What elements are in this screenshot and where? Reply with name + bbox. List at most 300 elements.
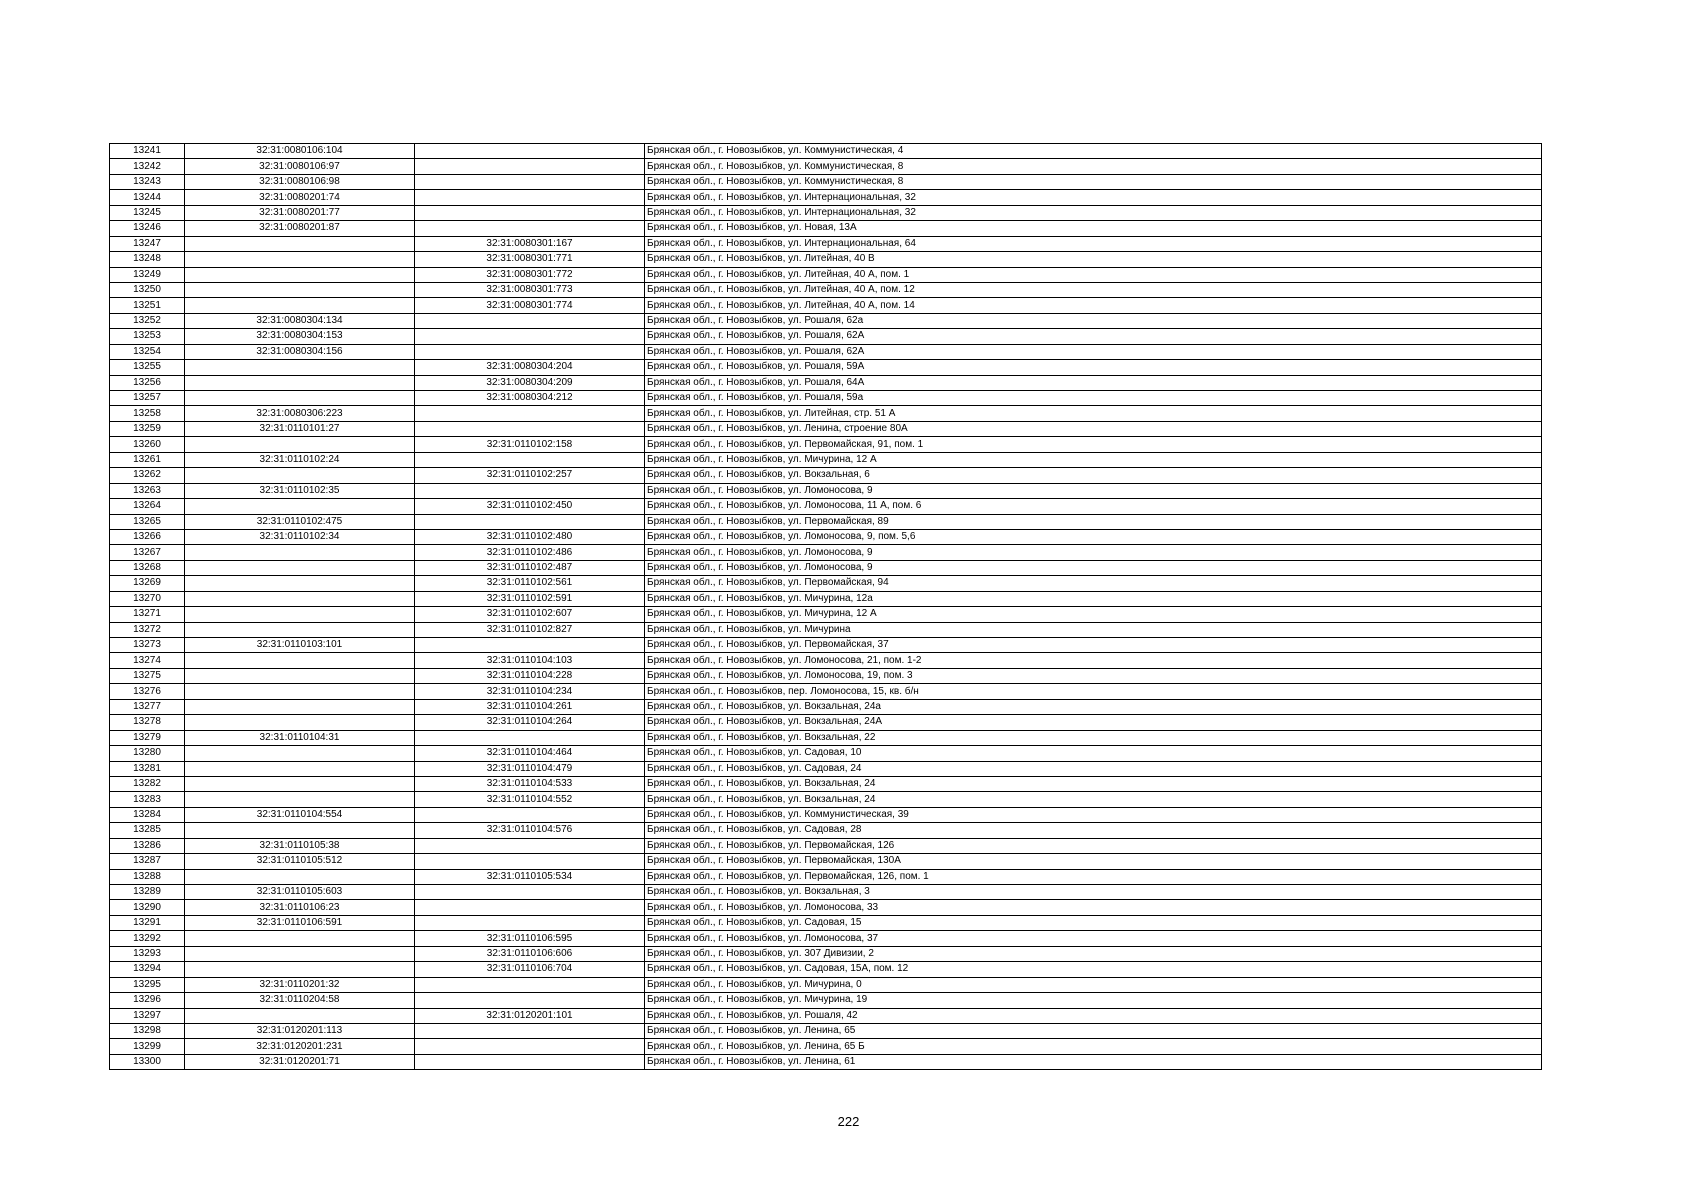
land-cadastral-number-cell: [185, 591, 415, 606]
building-cadastral-number-cell: [415, 483, 645, 498]
building-cadastral-number-cell: [415, 1054, 645, 1069]
address-cell: Брянская обл., г. Новозыбков, ул. Мичурина: [645, 622, 1542, 637]
row-number-cell: 13257: [110, 391, 185, 406]
address-cell: Брянская обл., г. Новозыбков, ул. Первомайская, 130А: [645, 854, 1542, 869]
row-number-cell: 13275: [110, 668, 185, 683]
table-row: [110, 221, 1542, 236]
table-row: [110, 437, 1542, 452]
building-cadastral-number-cell: 32:31:0110104:264: [415, 715, 645, 730]
address-cell: Брянская обл., г. Новозыбков, ул. Литейная, 40 А, пом. 1: [645, 267, 1542, 282]
row-number-cell: 13261: [110, 452, 185, 467]
building-cadastral-number-cell: 32:31:0110104:533: [415, 776, 645, 791]
address-cell: Брянская обл., г. Новозыбков, ул. Рошаля, 62А: [645, 344, 1542, 359]
land-cadastral-number-cell: [185, 360, 415, 375]
address-cell: Брянская обл., г. Новозыбков, ул. Садовая, 15: [645, 915, 1542, 930]
table-row: [110, 298, 1542, 313]
row-number-cell: 13296: [110, 993, 185, 1008]
row-number-cell: 13241: [110, 144, 185, 159]
building-cadastral-number-cell: 32:31:0110102:450: [415, 499, 645, 514]
building-cadastral-number-cell: [415, 344, 645, 359]
row-number-cell: 13273: [110, 638, 185, 653]
land-cadastral-number-cell: [185, 236, 415, 251]
address-cell: Брянская обл., г. Новозыбков, ул. Первомайская, 91, пом. 1: [645, 437, 1542, 452]
property-table: [109, 143, 1542, 1070]
row-number-cell: 13258: [110, 406, 185, 421]
table-row: [110, 190, 1542, 205]
building-cadastral-number-cell: 32:31:0110104:464: [415, 746, 645, 761]
building-cadastral-number-cell: 32:31:0110102:607: [415, 607, 645, 622]
table-row: [110, 622, 1542, 637]
table-row: [110, 746, 1542, 761]
land-cadastral-number-cell: 32:31:0110102:35: [185, 483, 415, 498]
row-number-cell: 13244: [110, 190, 185, 205]
address-cell: Брянская обл., г. Новозыбков, ул. Литейная, 40 А, пом. 12: [645, 282, 1542, 297]
row-number-cell: 13279: [110, 730, 185, 745]
address-cell: Брянская обл., г. Новозыбков, ул. Первомайская, 126, пом. 1: [645, 869, 1542, 884]
land-cadastral-number-cell: [185, 946, 415, 961]
building-cadastral-number-cell: [415, 313, 645, 328]
table-row: [110, 205, 1542, 220]
row-number-cell: 13264: [110, 499, 185, 514]
address-cell: Брянская обл., г. Новозыбков, ул. Ломоносова, 9: [645, 483, 1542, 498]
building-cadastral-number-cell: [415, 205, 645, 220]
land-cadastral-number-cell: [185, 252, 415, 267]
table-row: [110, 282, 1542, 297]
land-cadastral-number-cell: 32:31:0120201:113: [185, 1023, 415, 1038]
table-row: [110, 329, 1542, 344]
land-cadastral-number-cell: 32:31:0110106:23: [185, 900, 415, 915]
land-cadastral-number-cell: 32:31:0110105:603: [185, 885, 415, 900]
address-cell: Брянская обл., г. Новозыбков, ул. Мичурина, 12 А: [645, 607, 1542, 622]
building-cadastral-number-cell: 32:31:0110102:158: [415, 437, 645, 452]
building-cadastral-number-cell: [415, 406, 645, 421]
table-row: [110, 576, 1542, 591]
building-cadastral-number-cell: 32:31:0110102:486: [415, 545, 645, 560]
land-cadastral-number-cell: 32:31:0080106:98: [185, 174, 415, 189]
address-cell: Брянская обл., г. Новозыбков, ул. Коммунистическая, 8: [645, 174, 1542, 189]
table-row: [110, 452, 1542, 467]
address-cell: Брянская обл., г. Новозыбков, ул. Садовая, 24: [645, 761, 1542, 776]
table-row: [110, 468, 1542, 483]
building-cadastral-number-cell: 32:31:0080304:212: [415, 391, 645, 406]
row-number-cell: 13293: [110, 946, 185, 961]
table-row: [110, 514, 1542, 529]
land-cadastral-number-cell: 32:31:0110105:512: [185, 854, 415, 869]
address-cell: Брянская обл., г. Новозыбков, ул. Ломоносова, 9: [645, 560, 1542, 575]
building-cadastral-number-cell: 32:31:0080301:773: [415, 282, 645, 297]
address-cell: Брянская обл., г. Новозыбков, ул. Ломоносова, 19, пом. 3: [645, 668, 1542, 683]
row-number-cell: 13272: [110, 622, 185, 637]
address-cell: Брянская обл., г. Новозыбков, ул. Рошаля, 62а: [645, 313, 1542, 328]
address-cell: Брянская обл., г. Новозыбков, ул. Рошаля, 42: [645, 1008, 1542, 1023]
address-cell: Брянская обл., г. Новозыбков, ул. Рошаля, 64А: [645, 375, 1542, 390]
address-cell: Брянская обл., г. Новозыбков, ул. Первомайская, 89: [645, 514, 1542, 529]
building-cadastral-number-cell: 32:31:0080301:774: [415, 298, 645, 313]
building-cadastral-number-cell: 32:31:0110106:595: [415, 931, 645, 946]
row-number-cell: 13246: [110, 221, 185, 236]
land-cadastral-number-cell: [185, 869, 415, 884]
table-row: [110, 1023, 1542, 1038]
table-row: [110, 529, 1542, 544]
address-cell: Брянская обл., г. Новозыбков, ул. Вокзальная, 24а: [645, 699, 1542, 714]
address-cell: Брянская обл., г. Новозыбков, ул. Ленина, строение 80А: [645, 421, 1542, 436]
table-row: [110, 591, 1542, 606]
table-row: [110, 823, 1542, 838]
row-number-cell: 13284: [110, 807, 185, 822]
table-row: [110, 854, 1542, 869]
address-cell: Брянская обл., г. Новозыбков, ул. Ломоносова, 11 А, пом. 6: [645, 499, 1542, 514]
table-row: [110, 545, 1542, 560]
land-cadastral-number-cell: 32:31:0110104:554: [185, 807, 415, 822]
building-cadastral-number-cell: [415, 221, 645, 236]
building-cadastral-number-cell: [415, 421, 645, 436]
land-cadastral-number-cell: 32:31:0080201:87: [185, 221, 415, 236]
land-cadastral-number-cell: 32:31:0110103:101: [185, 638, 415, 653]
address-cell: Брянская обл., г. Новозыбков, ул. Первомайская, 94: [645, 576, 1542, 591]
land-cadastral-number-cell: [185, 282, 415, 297]
table-row: [110, 1039, 1542, 1054]
building-cadastral-number-cell: 32:31:0120201:101: [415, 1008, 645, 1023]
building-cadastral-number-cell: [415, 329, 645, 344]
address-cell: Брянская обл., г. Новозыбков, ул. Первомайская, 126: [645, 838, 1542, 853]
row-number-cell: 13281: [110, 761, 185, 776]
table-row: [110, 684, 1542, 699]
address-cell: Брянская обл., г. Новозыбков, ул. Литейная, 40 В: [645, 252, 1542, 267]
address-cell: Брянская обл., г. Новозыбков, ул. Ленина, 65 Б: [645, 1039, 1542, 1054]
land-cadastral-number-cell: 32:31:0110201:32: [185, 977, 415, 992]
row-number-cell: 13263: [110, 483, 185, 498]
building-cadastral-number-cell: [415, 977, 645, 992]
address-cell: Брянская обл., г. Новозыбков, ул. Ломоносова, 21, пом. 1-2: [645, 653, 1542, 668]
table-row: [110, 653, 1542, 668]
building-cadastral-number-cell: 32:31:0110104:576: [415, 823, 645, 838]
table-row: [110, 792, 1542, 807]
land-cadastral-number-cell: [185, 267, 415, 282]
building-cadastral-number-cell: 32:31:0110102:257: [415, 468, 645, 483]
table-row: [110, 607, 1542, 622]
table-row: [110, 483, 1542, 498]
row-number-cell: 13268: [110, 560, 185, 575]
building-cadastral-number-cell: 32:31:0110104:234: [415, 684, 645, 699]
table-row: [110, 313, 1542, 328]
land-cadastral-number-cell: [185, 668, 415, 683]
table-row: [110, 915, 1542, 930]
land-cadastral-number-cell: [185, 761, 415, 776]
land-cadastral-number-cell: [185, 962, 415, 977]
row-number-cell: 13252: [110, 313, 185, 328]
table-row: [110, 344, 1542, 359]
building-cadastral-number-cell: [415, 915, 645, 930]
land-cadastral-number-cell: [185, 715, 415, 730]
land-cadastral-number-cell: 32:31:0110102:24: [185, 452, 415, 467]
building-cadastral-number-cell: 32:31:0110102:561: [415, 576, 645, 591]
table-row: [110, 406, 1542, 421]
address-cell: Брянская обл., г. Новозыбков, ул. Литейная, стр. 51 А: [645, 406, 1542, 421]
table-row: [110, 993, 1542, 1008]
address-cell: Брянская обл., г. Новозыбков, ул. Коммунистическая, 4: [645, 144, 1542, 159]
table-row: [110, 252, 1542, 267]
land-cadastral-number-cell: 32:31:0110106:591: [185, 915, 415, 930]
row-number-cell: 13260: [110, 437, 185, 452]
land-cadastral-number-cell: 32:31:0080304:156: [185, 344, 415, 359]
row-number-cell: 13294: [110, 962, 185, 977]
address-cell: Брянская обл., г. Новозыбков, ул. Ломоносова, 9: [645, 545, 1542, 560]
table-row: [110, 391, 1542, 406]
land-cadastral-number-cell: [185, 746, 415, 761]
table-row: [110, 761, 1542, 776]
land-cadastral-number-cell: [185, 468, 415, 483]
address-cell: Брянская обл., г. Новозыбков, ул. Вокзальная, 24: [645, 776, 1542, 791]
row-number-cell: 13295: [110, 977, 185, 992]
table-row: [110, 1054, 1542, 1069]
building-cadastral-number-cell: [415, 854, 645, 869]
table-row: [110, 962, 1542, 977]
row-number-cell: 13250: [110, 282, 185, 297]
building-cadastral-number-cell: [415, 1023, 645, 1038]
row-number-cell: 13291: [110, 915, 185, 930]
row-number-cell: 13247: [110, 236, 185, 251]
address-cell: Брянская обл., г. Новозыбков, ул. Первомайская, 37: [645, 638, 1542, 653]
table-row: [110, 174, 1542, 189]
table-row: [110, 869, 1542, 884]
building-cadastral-number-cell: 32:31:0110104:228: [415, 668, 645, 683]
land-cadastral-number-cell: [185, 576, 415, 591]
row-number-cell: 13285: [110, 823, 185, 838]
land-cadastral-number-cell: 32:31:0120201:231: [185, 1039, 415, 1054]
table-row: [110, 838, 1542, 853]
address-cell: Брянская обл., г. Новозыбков, ул. Ломоносова, 33: [645, 900, 1542, 915]
building-cadastral-number-cell: 32:31:0080301:167: [415, 236, 645, 251]
row-number-cell: 13280: [110, 746, 185, 761]
address-cell: Брянская обл., г. Новозыбков, ул. Интернациональная, 32: [645, 190, 1542, 205]
row-number-cell: 13300: [110, 1054, 185, 1069]
row-number-cell: 13298: [110, 1023, 185, 1038]
row-number-cell: 13251: [110, 298, 185, 313]
row-number-cell: 13288: [110, 869, 185, 884]
page-number: 222: [837, 1114, 860, 1129]
row-number-cell: 13287: [110, 854, 185, 869]
land-cadastral-number-cell: 32:31:0110105:38: [185, 838, 415, 853]
address-cell: Брянская обл., г. Новозыбков, ул. 307 Дивизии, 2: [645, 946, 1542, 961]
table-row: [110, 931, 1542, 946]
building-cadastral-number-cell: 32:31:0110102:487: [415, 560, 645, 575]
address-cell: Брянская обл., г. Новозыбков, ул. Мичурина, 12 А: [645, 452, 1542, 467]
land-cadastral-number-cell: [185, 298, 415, 313]
row-number-cell: 13265: [110, 514, 185, 529]
address-cell: Брянская обл., г. Новозыбков, ул. Рошаля, 59А: [645, 360, 1542, 375]
land-cadastral-number-cell: [185, 391, 415, 406]
address-cell: Брянская обл., г. Новозыбков, ул. Ломоносова, 37: [645, 931, 1542, 946]
table-row: [110, 1008, 1542, 1023]
land-cadastral-number-cell: [185, 545, 415, 560]
address-cell: Брянская обл., г. Новозыбков, ул. Ломоносова, 9, пом. 5,6: [645, 529, 1542, 544]
row-number-cell: 13282: [110, 776, 185, 791]
building-cadastral-number-cell: 32:31:0110102:591: [415, 591, 645, 606]
land-cadastral-number-cell: 32:31:0110204:58: [185, 993, 415, 1008]
building-cadastral-number-cell: 32:31:0080304:209: [415, 375, 645, 390]
building-cadastral-number-cell: [415, 730, 645, 745]
land-cadastral-number-cell: 32:31:0110102:34: [185, 529, 415, 544]
row-number-cell: 13292: [110, 931, 185, 946]
land-cadastral-number-cell: 32:31:0080106:97: [185, 159, 415, 174]
building-cadastral-number-cell: 32:31:0110104:103: [415, 653, 645, 668]
table-row: [110, 159, 1542, 174]
land-cadastral-number-cell: 32:31:0110104:31: [185, 730, 415, 745]
building-cadastral-number-cell: 32:31:0110104:261: [415, 699, 645, 714]
land-cadastral-number-cell: 32:31:0080304:134: [185, 313, 415, 328]
land-cadastral-number-cell: [185, 560, 415, 575]
address-cell: Брянская обл., г. Новозыбков, ул. Коммунистическая, 8: [645, 159, 1542, 174]
building-cadastral-number-cell: 32:31:0080301:772: [415, 267, 645, 282]
row-number-cell: 13259: [110, 421, 185, 436]
land-cadastral-number-cell: [185, 823, 415, 838]
row-number-cell: 13269: [110, 576, 185, 591]
building-cadastral-number-cell: 32:31:0110104:479: [415, 761, 645, 776]
building-cadastral-number-cell: [415, 452, 645, 467]
land-cadastral-number-cell: [185, 653, 415, 668]
table-row: [110, 977, 1542, 992]
land-cadastral-number-cell: 32:31:0080304:153: [185, 329, 415, 344]
row-number-cell: 13255: [110, 360, 185, 375]
land-cadastral-number-cell: [185, 776, 415, 791]
land-cadastral-number-cell: 32:31:0110102:475: [185, 514, 415, 529]
land-cadastral-number-cell: 32:31:0080306:223: [185, 406, 415, 421]
row-number-cell: 13271: [110, 607, 185, 622]
address-cell: Брянская обл., г. Новозыбков, ул. Вокзальная, 24: [645, 792, 1542, 807]
table-row: [110, 360, 1542, 375]
table-row: [110, 900, 1542, 915]
land-cadastral-number-cell: [185, 931, 415, 946]
address-cell: Брянская обл., г. Новозыбков, ул. Вокзальная, 3: [645, 885, 1542, 900]
address-cell: Брянская обл., г. Новозыбков, ул. Садовая, 15А, пом. 12: [645, 962, 1542, 977]
building-cadastral-number-cell: 32:31:0110104:552: [415, 792, 645, 807]
address-cell: Брянская обл., г. Новозыбков, ул. Ленина, 61: [645, 1054, 1542, 1069]
address-cell: Брянская обл., г. Новозыбков, ул. Ленина, 65: [645, 1023, 1542, 1038]
address-cell: Брянская обл., г. Новозыбков, ул. Вокзальная, 22: [645, 730, 1542, 745]
table-row: [110, 668, 1542, 683]
table-row: [110, 421, 1542, 436]
building-cadastral-number-cell: [415, 885, 645, 900]
row-number-cell: 13286: [110, 838, 185, 853]
table-row: [110, 499, 1542, 514]
row-number-cell: 13248: [110, 252, 185, 267]
table-row: [110, 715, 1542, 730]
land-cadastral-number-cell: 32:31:0080201:77: [185, 205, 415, 220]
building-cadastral-number-cell: 32:31:0110102:480: [415, 529, 645, 544]
row-number-cell: 13290: [110, 900, 185, 915]
row-number-cell: 13270: [110, 591, 185, 606]
building-cadastral-number-cell: [415, 190, 645, 205]
row-number-cell: 13278: [110, 715, 185, 730]
address-cell: Брянская обл., г. Новозыбков, ул. Мичурина, 12а: [645, 591, 1542, 606]
land-cadastral-number-cell: [185, 607, 415, 622]
land-cadastral-number-cell: [185, 1008, 415, 1023]
address-cell: Брянская обл., г. Новозыбков, ул. Новая, 13А: [645, 221, 1542, 236]
building-cadastral-number-cell: [415, 1039, 645, 1054]
table-row: [110, 885, 1542, 900]
table-row: [110, 807, 1542, 822]
table-row: [110, 267, 1542, 282]
row-number-cell: 13256: [110, 375, 185, 390]
row-number-cell: 13245: [110, 205, 185, 220]
building-cadastral-number-cell: 32:31:0110105:534: [415, 869, 645, 884]
table-row: [110, 776, 1542, 791]
row-number-cell: 13253: [110, 329, 185, 344]
row-number-cell: 13254: [110, 344, 185, 359]
building-cadastral-number-cell: [415, 159, 645, 174]
land-cadastral-number-cell: 32:31:0080106:104: [185, 144, 415, 159]
land-cadastral-number-cell: [185, 437, 415, 452]
row-number-cell: 13242: [110, 159, 185, 174]
land-cadastral-number-cell: [185, 684, 415, 699]
row-number-cell: 13277: [110, 699, 185, 714]
land-cadastral-number-cell: [185, 699, 415, 714]
land-cadastral-number-cell: [185, 499, 415, 514]
land-cadastral-number-cell: 32:31:0110101:27: [185, 421, 415, 436]
row-number-cell: 13249: [110, 267, 185, 282]
building-cadastral-number-cell: 32:31:0110106:704: [415, 962, 645, 977]
building-cadastral-number-cell: [415, 514, 645, 529]
table-row: [110, 699, 1542, 714]
table-row: [110, 375, 1542, 390]
land-cadastral-number-cell: [185, 375, 415, 390]
building-cadastral-number-cell: [415, 993, 645, 1008]
property-table-body: [110, 144, 1542, 1070]
building-cadastral-number-cell: 32:31:0080304:204: [415, 360, 645, 375]
row-number-cell: 13289: [110, 885, 185, 900]
land-cadastral-number-cell: [185, 792, 415, 807]
building-cadastral-number-cell: 32:31:0080301:771: [415, 252, 645, 267]
table-row: [110, 730, 1542, 745]
address-cell: Брянская обл., г. Новозыбков, ул. Вокзальная, 24А: [645, 715, 1542, 730]
building-cadastral-number-cell: [415, 838, 645, 853]
row-number-cell: 13283: [110, 792, 185, 807]
row-number-cell: 13266: [110, 529, 185, 544]
address-cell: Брянская обл., г. Новозыбков, ул. Коммунистическая, 39: [645, 807, 1542, 822]
row-number-cell: 13243: [110, 174, 185, 189]
address-cell: Брянская обл., г. Новозыбков, ул. Мичурина, 19: [645, 993, 1542, 1008]
address-cell: Брянская обл., г. Новозыбков, ул. Рошаля, 59а: [645, 391, 1542, 406]
row-number-cell: 13274: [110, 653, 185, 668]
building-cadastral-number-cell: [415, 638, 645, 653]
building-cadastral-number-cell: [415, 144, 645, 159]
row-number-cell: 13297: [110, 1008, 185, 1023]
address-cell: Брянская обл., г. Новозыбков, ул. Садовая, 28: [645, 823, 1542, 838]
table-row: [110, 144, 1542, 159]
address-cell: Брянская обл., г. Новозыбков, ул. Рошаля, 62А: [645, 329, 1542, 344]
row-number-cell: 13276: [110, 684, 185, 699]
table-row: [110, 560, 1542, 575]
table-row: [110, 236, 1542, 251]
address-cell: Брянская обл., г. Новозыбков, ул. Интернациональная, 64: [645, 236, 1542, 251]
table-row: [110, 638, 1542, 653]
building-cadastral-number-cell: [415, 174, 645, 189]
address-cell: Брянская обл., г. Новозыбков, ул. Мичурина, 0: [645, 977, 1542, 992]
address-cell: Брянская обл., г. Новозыбков, ул. Литейная, 40 А, пом. 14: [645, 298, 1542, 313]
building-cadastral-number-cell: [415, 900, 645, 915]
address-cell: Брянская обл., г. Новозыбков, ул. Садовая, 10: [645, 746, 1542, 761]
row-number-cell: 13267: [110, 545, 185, 560]
land-cadastral-number-cell: [185, 622, 415, 637]
address-cell: Брянская обл., г. Новозыбков, ул. Вокзальная, 6: [645, 468, 1542, 483]
table-row: [110, 946, 1542, 961]
land-cadastral-number-cell: 32:31:0120201:71: [185, 1054, 415, 1069]
land-cadastral-number-cell: 32:31:0080201:74: [185, 190, 415, 205]
building-cadastral-number-cell: 32:31:0110106:606: [415, 946, 645, 961]
address-cell: Брянская обл., г. Новозыбков, пер. Ломоносова, 15, кв. б/н: [645, 684, 1542, 699]
building-cadastral-number-cell: [415, 807, 645, 822]
row-number-cell: 13262: [110, 468, 185, 483]
